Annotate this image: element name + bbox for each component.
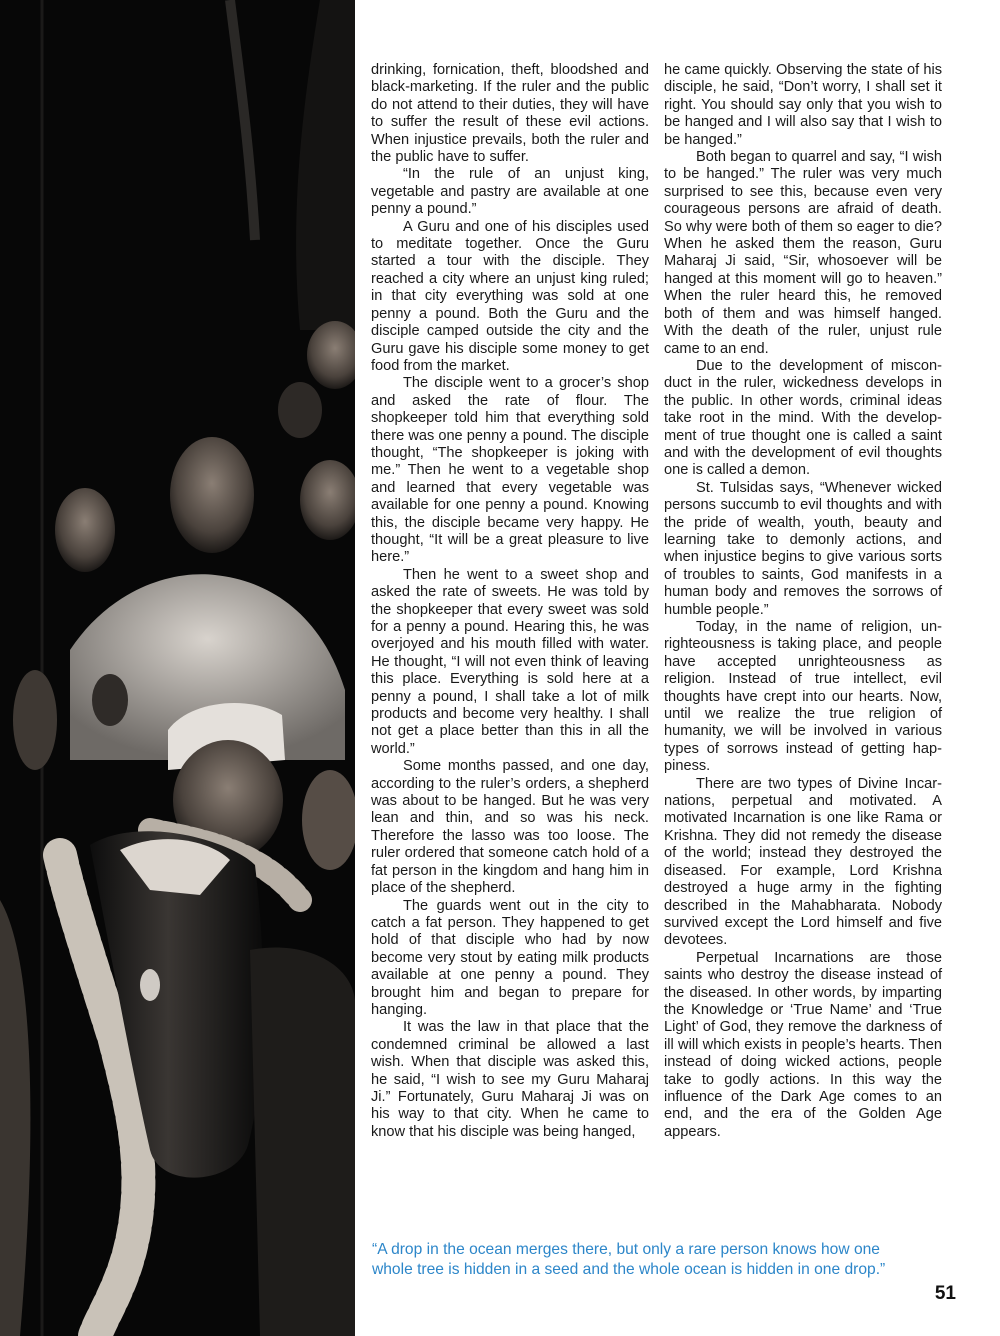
paragraph: It was the law in that place that the condemned criminal be allowed a last wish. When that disciple was asked this, he said, “I wish to see my Guru Maharaj Ji.” Fortunately, Guru Maharaj Ji was on his way to that city. When he came to know that his disciple was being hanged, (371, 1019, 649, 1140)
crowd-photograph-icon (0, 0, 355, 1336)
paragraph: Perpetual Incarnations are those saints who destroy the disease instead of the diseased. In other words, by imparting the Knowledge or ‘True Name’ and ‘True Light’ of God, they remove the darkness of ill will which exists in people’s hearts. Then instead of doing wicked actions, people take to godly actions. In this way the influence of the Dark Age comes to an end, and the era of the Golden Age appears. (664, 949, 942, 1140)
paragraph: St. Tulsidas says, “Whenever wicked persons succumb to evil thoughts and with the pride of wealth, youth, beauty and learning take to demonly actions, and when injustice begins to give various sorts of troubles to saints, God manifests in a human body and removes the sorrows of humble people.” (664, 479, 942, 618)
paragraph: There are two types of Divine Incarnations, perpetual and motivated. A motivated Incarnation is one like Rama or Krishna. They did not remedy the disease of the world; instead they destroyed the diseased. For example, Lord Krishna destroyed a huge army in the fighting described in the Mahabharata. Nobody survived except the Lord himself and five devotees. (664, 775, 942, 949)
paragraph: he came quickly. Observing the state of his disciple, he said, “Don’t worry, I shall set it right. You should say only that you wish to be hanged and I will also say that I wish to be hanged.” (664, 62, 942, 148)
text-column-right (664, 62, 942, 1141)
photograph (0, 0, 355, 1336)
text-column-left (371, 62, 649, 1141)
page-number: 51 (934, 1283, 956, 1304)
paragraph: A Guru and one of his disciples used to meditate together. Once the Guru started a tour with the disciple. They reached a city where an unjust king ruled; in that city everything was sold at one penny a pound. Both the Guru and the disciple camped outside the city and the Guru gave his disciple some money to get food from the market. (371, 218, 649, 374)
paragraph: Both began to quarrel and say, “I wish to be hanged.” The ruler was very much surprised to see this, because even very courageous persons are afraid of death. So why were both of them so eager to die? When he asked them the reason, Guru Maharaj Ji said, “Sir, whosoever will be hanged at this moment will go to heaven.” When the ruler heard this, he removed both of them and was himself hanged. With the death of the ruler, unjust rule came to an end. (664, 149, 942, 357)
paragraph: The disciple went to a grocer’s shop and asked the rate of flour. The shopkeeper told him that everything sold there was one penny a pound. The disciple thought, “The shopkeeper is joking with me.” Then he went to a vegetable shop and learned that every vegetable was available for one penny a pound. Knowing this, the disciple became very happy. He thought, “It will be a great pleasure to live here.” (371, 375, 650, 566)
paragraph: drinking, fornication, theft, bloodshed and black-marketing. If the ruler and the public do not attend to their duties, they will have to suffer the result of these evil actions. When injustice prevails, both the ruler and the public have to suffer. (371, 62, 649, 166)
paragraph: “In the rule of an unjust king, vegetable and pastry are available at one penny a pound.” (371, 166, 649, 218)
paragraph: The guards went out in the city to catch a fat person. They happened to get hold of that disciple who had by now become very stout by eating milk products available at one penny a pound. They brought him and began to prepare for hanging. (371, 897, 649, 1018)
pull-quote (372, 1240, 962, 1280)
paragraph: Due to the development of misconduct in the ruler, wickedness develops in the public. In other words, criminal ideas take root in the mind. With the development of true thought one is called a saint and with the development of evil thoughts one is called a demon. (664, 357, 942, 479)
pull-quote-line: whole tree is hidden in a seed and the whole ocean is hidden in one drop.” (372, 1261, 886, 1278)
paragraph: Some months passed, and one day, according to the ruler’s orders, a shepherd was about to be hanged. But he was very lean and thin, and so was his neck. Therefore the lasso was too loose. The ruler ordered that someone catch hold of a fat person in the kingdom and hang him in place of the shepherd. (371, 758, 649, 897)
paragraph: Today, in the name of religion, unrighteousness is taking place, and people have accepted unrighteousness as religion. Instead of true intellect, evil thoughts have crept into our hearts. Now, until we realize the true religion of humanity, we will be involved in various types of sorrows instead of getting happiness. (664, 619, 942, 775)
pull-quote-line: “A drop in the ocean merges there, but only a rare person knows how one (372, 1241, 880, 1258)
paragraph: Then he went to a sweet shop and asked the rate of sweets. He was told by the shopkeeper that every sweet was sold for a penny a pound. Hearing this, he was overjoyed and his mouth filled with water. He thought, “I will not even think of leaving this place. Everything is sold here at a penny a pound, I shall take a lot of milk products and become very healthy. I shall not get a place better than this in all the world.” (371, 566, 649, 757)
